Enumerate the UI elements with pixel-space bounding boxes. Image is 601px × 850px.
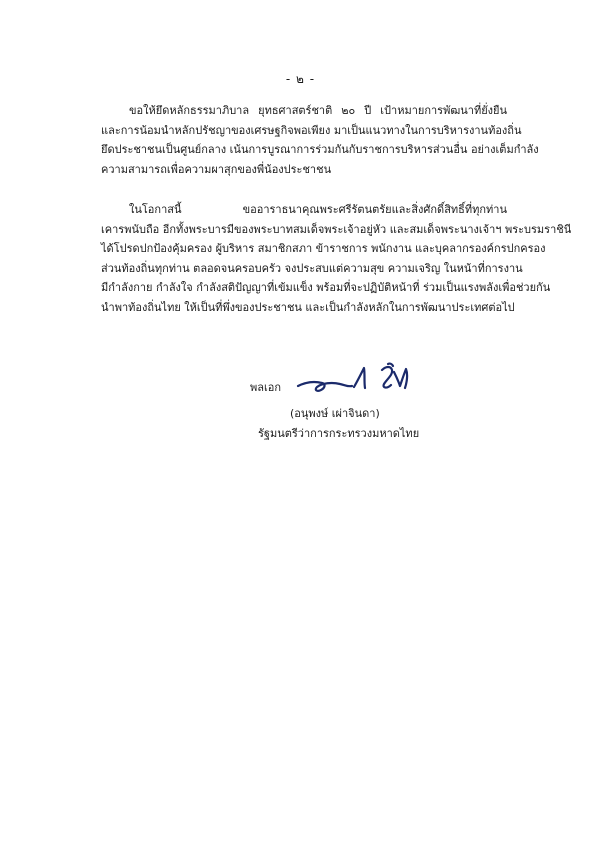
paragraph-1	[101, 101, 539, 179]
paragraph-line: มีกำลังกาย กำลังใจ กำลังสติปัญญาที่เข้มแข็ง พร้อมที่จะปฏิบัติหน้าที่ ร่วมเป็นแรงพลังเพื่อช่วยกัน	[101, 281, 551, 294]
handwritten-signature	[292, 360, 422, 400]
paragraph-line: ยึดประชาชนเป็นศูนย์กลาง เน้นการบูรณาการร่วมกันกับราชการบริหารส่วนอื่น อย่างเต็มกำลัง	[101, 143, 539, 156]
paragraph-line: และการน้อมนำหลักปรัชญาของเศรษฐกิจพอเพียง มาเป็นแนวทางในการบริหารงานท้องถิ่น	[101, 123, 522, 137]
signer-title: รัฐมนตรีว่าการกระทรวงมหาดไทย	[258, 427, 420, 440]
paragraph-line: ส่วนท้องถิ่นทุกท่าน ตลอดจนครอบครัว จงประสบแต่ความสุข ความเจริญ ในหน้าที่การงาน	[101, 261, 523, 275]
paragraph-line: เคารพนับถือ อีกทั้งพระบารมีของพระบาทสมเด็จพระเจ้าอยู่หัว และสมเด็จพระนางเจ้าฯ พระบรมราชินี	[101, 222, 572, 236]
signer-name: (อนุพงษ์ เผ่าจินดา)	[290, 407, 380, 420]
paragraph-2	[101, 200, 572, 317]
paragraph-line: ได้โปรดปกป้องคุ้มครอง ผู้บริหาร สมาชิกสภา ข้าราชการ พนักงาน และบุคลากรองค์กรปกครอง	[101, 242, 546, 255]
paragraph-line: ความสามารถเพื่อความผาสุกของพี่น้องประชาชน	[101, 162, 332, 176]
paragraph-line: นำพาท้องถิ่นไทย ให้เป็นที่พึ่งของประชาชน และเป็นกำลังหลักในการพัฒนาประเทศต่อไป	[101, 300, 515, 314]
signer-rank: พลเอก	[250, 381, 282, 394]
signature-block	[250, 372, 510, 462]
page-number: - ๒ -	[285, 72, 316, 86]
paragraph-line: ขอให้ยึดหลักธรรมาภิบาล ยุทธศาสตร์ชาติ ๒๐ ปี เป้าหมายการพัฒนาที่ยั่งยืน	[129, 104, 507, 117]
paragraph-line: ในโอกาสนี้ ขออาราธนาคุณพระศรีรัตนตรัยและสิ่งศักดิ์สิทธิ์ที่ทุกท่าน	[129, 203, 507, 216]
